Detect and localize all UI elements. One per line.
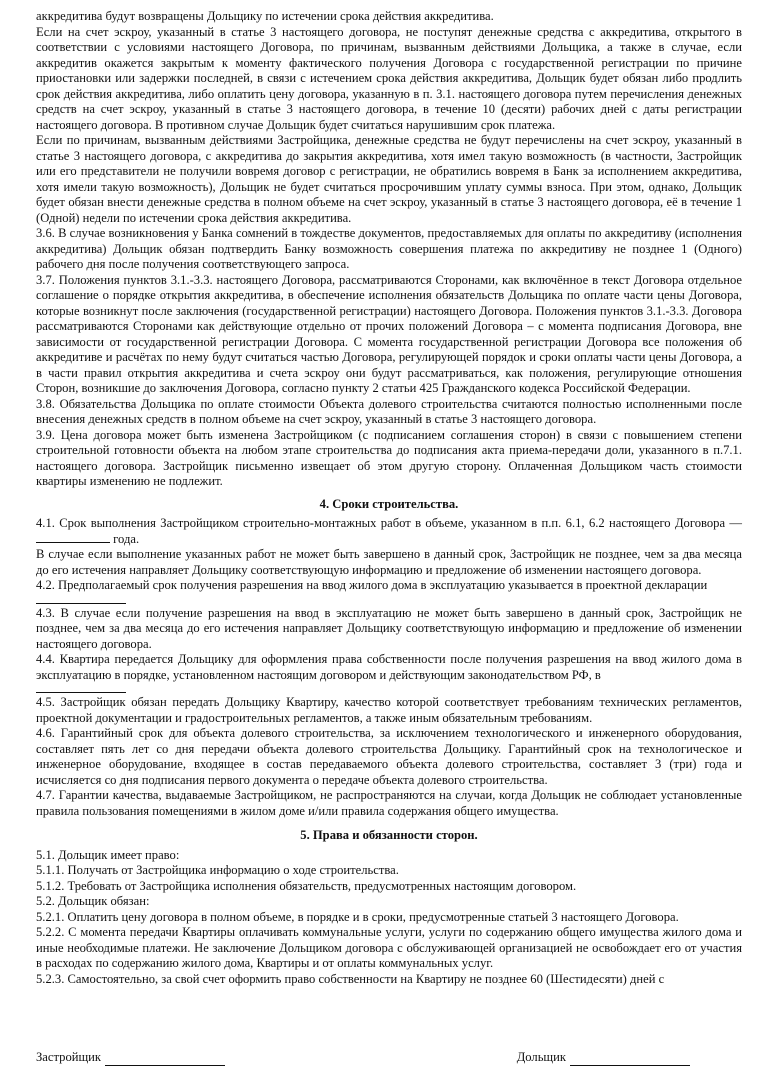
paragraph-developer-reasons: Если по причинам, вызванным действиями Застройщика, денежные средства не будут перечислены на счет эскроу, указанный в статье 3 настоящего договора, с аккредитива до закрытия аккредитива, хотя имел такую возможность (в частности, Застройщик или его представители не получили вовремя договор с регистрации, не обратились вовремя в Банк за исполнением аккредитива, хотя имели такую возможность), Дольщик не будет считаться просрочившим уплату суммы взноса. При этом, однако, Дольщик будет обязан внести денежные средства в полном объеме на счет эскроу, указанный в статье 3 настоящего договора, её в течение 1 (Одной) недели по истечении срока действия аккредитива. <box>36 133 742 225</box>
paragraph-4-2: 4.2. Предполагаемый срок получения разрешения на ввод жилого дома в эксплуатацию указывается в проектной декларации <box>36 578 708 592</box>
paragraph-5-2: 5.2. Дольщик обязан: <box>36 894 150 908</box>
transfer-date-blank <box>36 683 126 693</box>
declaration-date-blank <box>36 594 126 604</box>
developer-signature-line <box>105 1053 225 1066</box>
paragraph-4-1-extension: В случае если выполнение указанных работ не может быть завершено в данный срок, Застройщик не позднее, чем за два месяца до его истечения направляет Дольщику соответствующую информацию и предложение об изменении настоящего договора. <box>36 547 742 577</box>
paragraph-5-2-3: 5.2.3. Самостоятельно, за свой счет оформить право собственности на Квартиру не позднее 60 (Шестидесяти) дней с <box>36 971 665 986</box>
paragraph-4-1-year-word: года. <box>113 531 140 546</box>
section-5-heading: 5. Права и обязанности сторон. <box>300 828 478 842</box>
paragraph-4-5: 4.5. Застройщик обязан передать Дольщику Квартиру, качество которой соответствует требованиям технических регламентов, проектной документации и градостроительных регламентов, а также иным обязательным требованиям. <box>36 695 742 725</box>
shareholder-signature-line <box>570 1053 690 1066</box>
paragraph-3-8: 3.8. Обязательства Дольщика по оплате стоимости Объекта долевого строительства считаются полностью исполненными после внесения денежных средств в полном объеме на счет эскроу, указанный в статье 3 настоящего договора. <box>36 396 742 426</box>
paragraph-4-4: 4.4. Квартира передается Дольщику для оформления права собственности после получения разрешения на ввод жилого дома в эксплуатацию в порядке, установленном настоящим договором и действующим законодательством РФ, в <box>36 652 742 682</box>
developer-label: Застройщик <box>36 1050 102 1064</box>
paragraph-3-7: 3.7. Положения пунктов 3.1.-3.3. настоящего Договора, рассматриваются Сторонами, как включённое в текст Договора отдельное соглашение о порядке открытия аккредитива, в обеспечение исполнения обязательств Дольщика по оплате части цены Договора, которые возникнут после заключения (государственной регистрации) настоящего Договора. Положения пунктов 3.1.-3.3. Договора рассматриваются Сторонами как действующие отдельно от прочих положений Договора – с момента подписания Договора, вне зависимости от государственной регистрации Договора. С момента государственной регистрации Договора все положения об аккредитиве и расчётах по нему будут считаться частью Договора, регулирующей порядок и сроки оплаты части цены Договора, а в части правил открытия аккредитива и счета эскроу они будут рассматриваться, как положения, регулирующие отношения Сторон, возникшие до заключения Договора, согласно пункту 2 статьи 425 Гражданского кодекса Российской Федерации. <box>36 272 742 395</box>
signature-row <box>36 1050 742 1066</box>
shareholder-label: Дольщик <box>516 1050 566 1064</box>
paragraph-5-1-1: 5.1.1. Получать от Застройщика информацию о ходе строительства. <box>36 863 399 877</box>
paragraph-3-6: 3.6. В случае возникновения у Банка сомнений в тождестве документов, предоставляемых для оплаты по аккредитиву (исполнения аккредитива) Дольщик обязан подтвердить Банку возможность совершения платежа по аккредитиву не позднее 1 (Одного) рабочего дня после получения соответствующего запроса. <box>36 226 742 271</box>
developer-signature <box>36 1050 225 1066</box>
paragraph-escrow-not-received: Если на счет эскроу, указанный в статье 3 настоящего договора, не поступят денежные средства с аккредитива, открытого в соответствии с условиями настоящего Договора, по причинам, вызванным действиями Дольщика, а также в случае, если аккредитив окажется закрытым к моменту фактического получения Договора с государственной регистрации по причине приостановки или задержки последней, в связи с истечением срока действия аккредитива, Дольщик будет обязан либо продлить срок действия аккредитива, либо оплатить цену договора, указанную в п. 3.1. настоящего договора путем перечисления денежных средств на счет эскроу, указанный в статье 3 настоящего договора, в течение 10 (десяти) рабочих дней с даты регистрации настоящего договора. В противном случае Дольщик будет считаться нарушившим срок платежа. <box>36 24 742 132</box>
paragraph-4-6: 4.6. Гарантийный срок для объекта долевого строительства, за исключением технологического и инженерного оборудования, составляет пять лет со дня передачи объекта долевого строительства Дольщику. Гарантийный срок на технологическое и инженерное оборудование, входящее в состав передаваемого объекта долевого строительства, составляет 3 (три) года и исчисляется со дня подписания первого документа о передаче объекта долевого строительства. <box>36 726 742 787</box>
paragraph-4-1-text: 4.1. Срок выполнения Застройщиком строительно-монтажных работ в объеме, указанном в п.п. 6.1, 6.2 настоящего Договора — <box>36 516 742 530</box>
paragraph-4-7: 4.7. Гарантии качества, выдаваемые Застройщиком, не распространяются на случаи, когда Дольщик не соблюдает установленные правила пользования помещениями в жилом доме и/или правила содержания общего имущества. <box>36 788 742 818</box>
paragraph-5-1-2: 5.1.2. Требовать от Застройщика исполнения обязательств, предусмотренных настоящим договором. <box>36 878 577 893</box>
year-blank-field <box>36 532 110 543</box>
paragraph-5-1: 5.1. Дольщик имеет право: <box>36 847 180 862</box>
paragraph-5-2-2: 5.2.2. С момента передачи Квартиры оплачивать коммунальные услуги, услуги по содержанию общего имущества жилого дома и иные необходимые платежи. Не заключение Дольщиком договора с обслуживающей организацией не освобождает его от участия в расходах по содержанию жилого дома, Квартиры и от оплаты коммунальных услуг. <box>36 925 742 970</box>
paragraph-4-3: 4.3. В случае если получение разрешения на ввод в эксплуатацию не может быть завершено в данный срок, Застройщик не позднее, чем за два месяца до его истечения направляет Дольщику соответствующую информацию и предложение об изменении настоящего договора. <box>36 605 742 651</box>
section-4-heading: 4. Сроки строительства. <box>319 496 459 511</box>
paragraph-4-1 <box>36 516 742 547</box>
shareholder-signature <box>517 1050 690 1066</box>
paragraph-3-9: 3.9. Цена договора может быть изменена Застройщиком (с подписанием соглашения сторон) в связи с повышением степени строительной готовности объекта на любом этапе строительства до подписания акта приема-передачи доли, указанного в п.7.1. настоящего договора. Застройщик письменно извещает об этом другую сторону. Оплаченная Дольщиком часть стоимости квартиры изменению не подлежит. <box>36 427 742 488</box>
paragraph-5-2-1: 5.2.1. Оплатить цену договора в полном объеме, в порядке и в сроки, предусмотренные статьей 3 настоящего Договора. <box>36 909 679 924</box>
paragraph-3-5-continuation: аккредитива будут возвращены Дольщику по истечении срока действия аккредитива. <box>36 9 494 23</box>
